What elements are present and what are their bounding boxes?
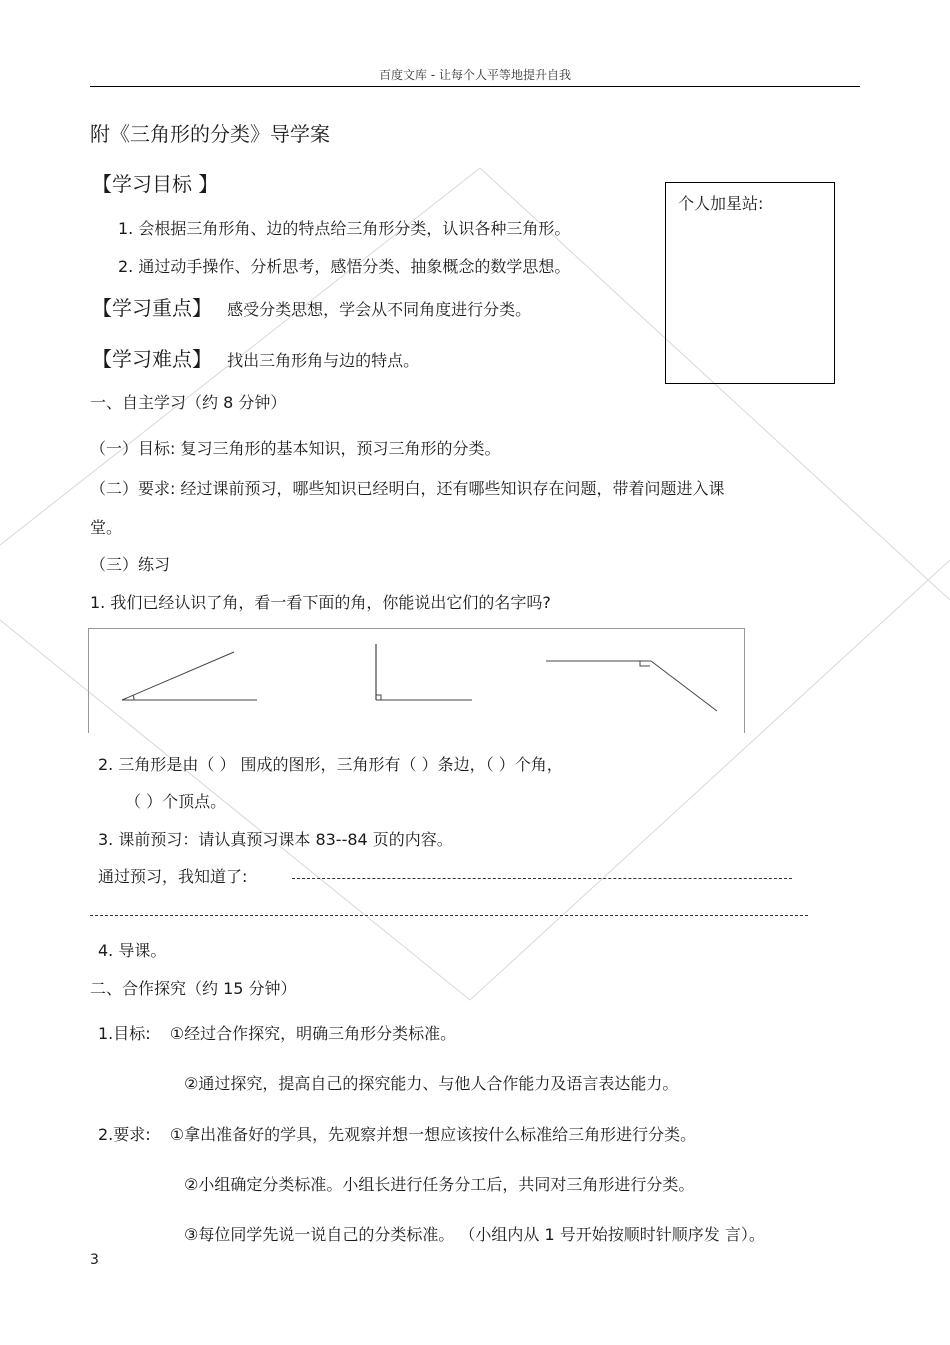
section2-req-label: 2.要求: <box>98 1125 151 1144</box>
obtuse-angle-figure <box>546 661 717 711</box>
section2-req-row <box>98 1122 696 1145</box>
star-box-label: 个人加星站: <box>678 194 764 213</box>
page-header: 百度文库 - 让每个人平等地提升自我 <box>379 68 571 82</box>
star-box <box>665 182 835 384</box>
objectives-heading: 【学习目标 】 <box>92 172 219 196</box>
acute-angle-figure <box>122 652 257 700</box>
key-point-label: 【学习重点】 <box>92 296 212 320</box>
section2-title: 二、合作探究（约 15 分钟） <box>90 979 297 998</box>
section2-goal-row <box>98 1021 456 1044</box>
section2-req-2: ②小组确定分类标准。小组长进行任务分工后，共同对三角形进行分类。 <box>184 1175 695 1194</box>
section2-goal-1: ①经过合作探究，明确三角形分类标准。 <box>169 1024 457 1043</box>
angle-figure-box <box>88 628 745 733</box>
section2-req-3: ③每位同学先说一说自己的分类标准。 （小组内从 1 号开始按顺时针顺序发 言）。 <box>184 1225 765 1244</box>
difficulty-label: 【学习难点】 <box>92 347 212 371</box>
question-3-know: 通过预习，我知道了: <box>98 867 248 886</box>
difficulty-text: 找出三角形角与边的特点。 <box>227 351 420 370</box>
answer-line-2[interactable] <box>90 915 808 916</box>
section2-goal-2: ②通过探究，提高自己的探究能力、与他人合作能力及语言表达能力。 <box>184 1074 679 1093</box>
section2-goal-label: 1.目标: <box>98 1024 151 1043</box>
page-number: 3 <box>90 1252 99 1268</box>
section2-req-1: ①拿出准备好的学具，先观察并想一想应该按什么标准给三角形进行分类。 <box>169 1125 697 1144</box>
difficulty-row <box>92 343 419 372</box>
section1-goal: （一）目标: 复习三角形的基本知识，预习三角形的分类。 <box>90 439 501 458</box>
header-divider <box>90 86 860 87</box>
angle-figures <box>89 629 744 733</box>
section1-title: 一、自主学习（约 8 分钟） <box>90 393 287 412</box>
question-3: 3. 课前预习：请认真预习课本 83--84 页的内容。 <box>98 830 453 849</box>
document-title: 附《三角形的分类》导学案 <box>90 122 330 146</box>
right-angle-figure <box>376 644 472 700</box>
question-4: 4. 导课。 <box>98 941 167 960</box>
objective-item-1: 1. 会根据三角形角、边的特点给三角形分类，认识各种三角形。 <box>118 219 571 238</box>
section1-requirement-line1: （二）要求: 经过课前预习，哪些知识已经明白，还有哪些知识存在问题，带着问题进入课 <box>90 479 725 498</box>
question-1: 1. 我们已经认识了角，看一看下面的角，你能说出它们的名字吗? <box>90 593 551 612</box>
question-2-line1: 2. 三角形是由（ ） 围成的图形，三角形有（ ）条边，（ ）个角， <box>98 755 563 774</box>
answer-line-1[interactable] <box>292 878 792 879</box>
key-point-row <box>92 292 531 321</box>
question-2-line2: （ ）个顶点。 <box>125 792 227 811</box>
section1-practice: （三）练习 <box>90 555 171 574</box>
key-point-text: 感受分类思想，学会从不同角度进行分类。 <box>227 300 532 319</box>
section1-requirement-line2: 堂。 <box>90 518 123 537</box>
objective-item-2: 2. 通过动手操作、分析思考，感悟分类、抽象概念的数学思想。 <box>118 257 571 276</box>
